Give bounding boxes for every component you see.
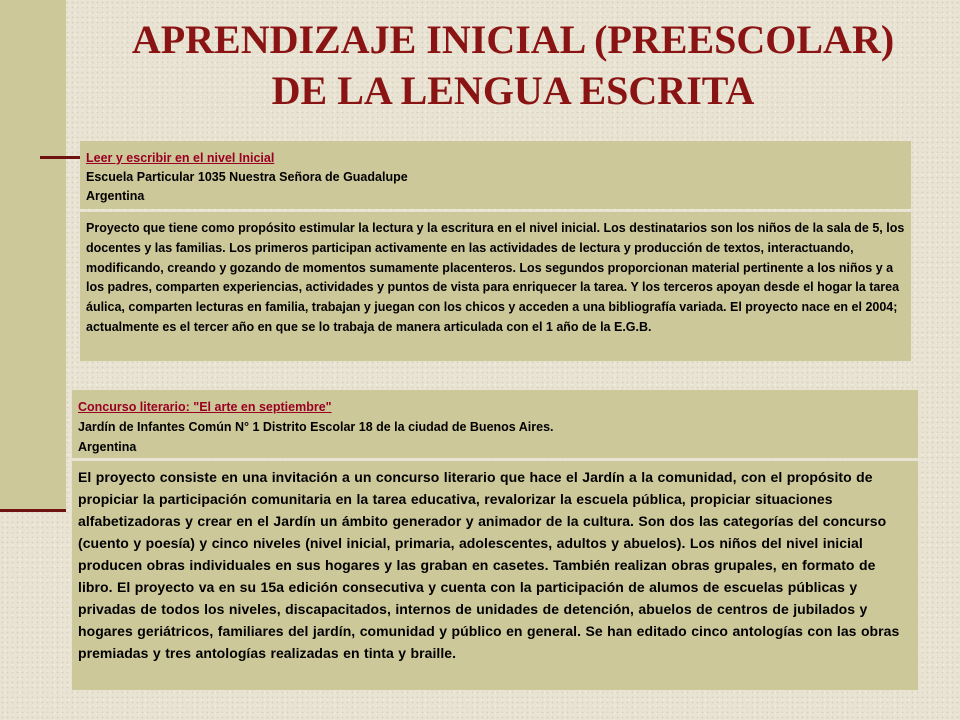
project-1-country: Argentina: [86, 189, 145, 203]
left-sidebar-band: [0, 0, 66, 512]
page-title: [66, 14, 960, 116]
title-line-1: APRENDIZAJE INICIAL (PREESCOLAR): [131, 17, 895, 62]
project-2-header: [72, 390, 918, 458]
project-1-link[interactable]: Leer y escribir en el nivel Inicial: [86, 151, 275, 165]
project-1-header: [80, 141, 911, 209]
project-2-country: Argentina: [78, 440, 137, 454]
title-line-2: DE LA LENGUA ESCRITA: [271, 68, 755, 113]
project-2-description: El proyecto consiste en una invitación a un concurso literario que hace el Jardín a la comunidad, con el propósito de propiciar la participación comunitaria en la tarea educativa, revalorizar la escuela pública, propiciar situaciones alfabetizadoras y crear en el Jardín un ámbito generador y animador de la cultura. Son dos las categorías del concurso (cuento y poesía) y cinco niveles (nivel inicial, primaria, adolescentes, adultos y abuelos). Los niños del nivel inicial producen obras individuales en sus hogares y las graban en casetes. También realizan obras grupales, en formato de libro. El proyecto va en su 15a edición consecutiva y cuenta con la participación de alumos de escuelas públicas y privadas de todos los niveles, discapacitados, internos de unidades de detención, abuelos de centros de jubilados y hogares geriátricos, familiares del jardín, comunidad y público en general. Se han editado cinco antologías con las obras premiadas y tres antologías realizadas en tinta y braille.: [72, 461, 918, 690]
project-1-description: Proyecto que tiene como propósito estimular la lectura y la escritura en el nivel inicial. Los destinatarios son los niños de la sala de 5, los docentes y las familias. Los primeros participan activamente en las actividades de lectura y producción de textos, interactuando, modificando, creando y gozando de momentos sumamente placenteros. Los segundos proporcionan material pertinente a los niños y a los padres, comparten experiencias, actividades y puntos de vista para enriquecer la tarea. Y los terceros apoyan desde el hogar la tarea áulica, comparten lecturas en familia, trabajan y juegan con los chicos y acceden a una bibliografía variada. El proyecto nace en el 2004; actualmente es el tercer año en que se lo trabaja de manera articulada con el 1 año de la E.G.B.: [80, 212, 911, 361]
project-2-school: Jardín de Infantes Común N° 1 Distrito Escolar 18 de la ciudad de Buenos Aires.: [78, 420, 554, 434]
project-2-link[interactable]: Concurso literario: "El arte en septiembre": [78, 400, 332, 414]
project-1-school: Escuela Particular 1035 Nuestra Señora de Guadalupe: [86, 170, 408, 184]
divider-rule: [0, 509, 66, 512]
divider-rule: [40, 156, 82, 159]
